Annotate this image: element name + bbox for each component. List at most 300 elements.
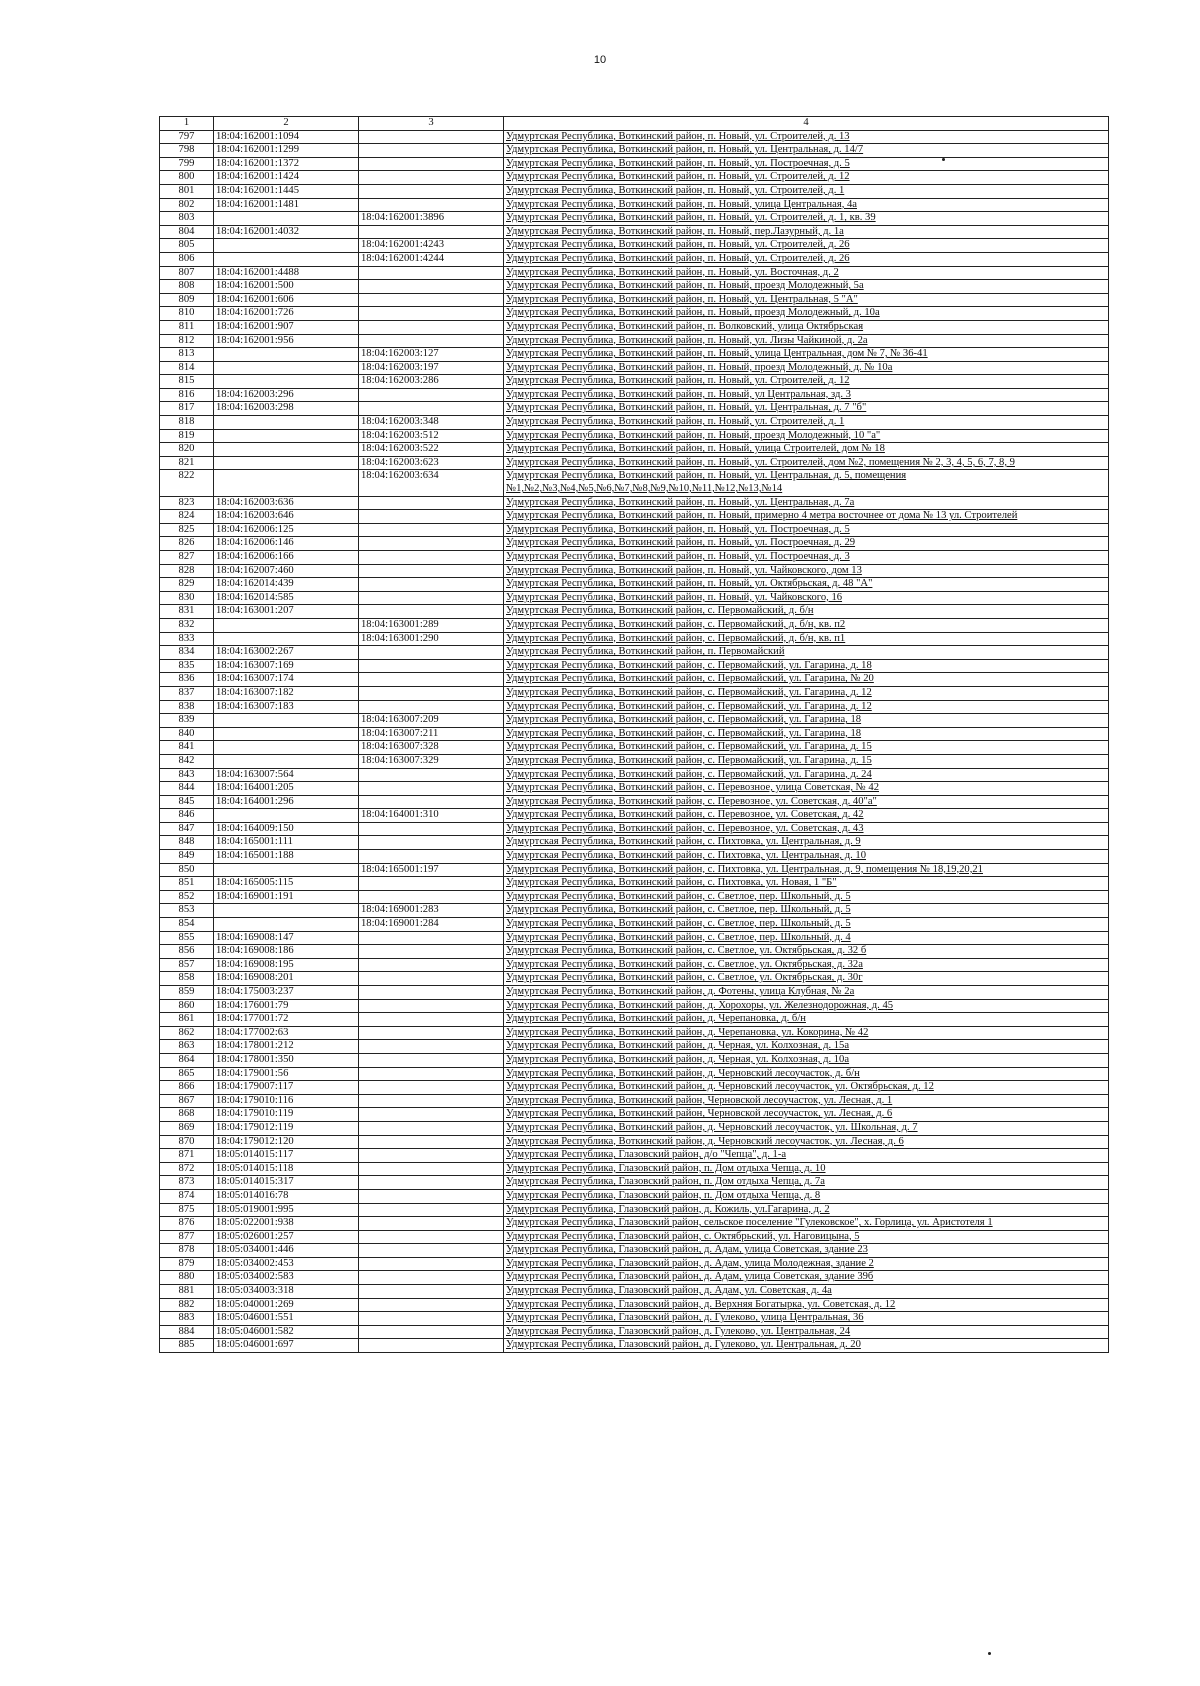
row-number: 850 [160,863,214,877]
cadastral-number-col3 [359,1298,504,1312]
address: Удмуртская Республика, Воткинский район, п. Новый, проезд Молодежный, 10 "а" [504,429,1109,443]
cadastral-number-col3 [359,1271,504,1285]
cadastral-number-col3: 18:04:162001:3896 [359,212,504,226]
row-number: 878 [160,1244,214,1258]
cadastral-number-col2 [214,904,359,918]
cadastral-number-col3: 18:04:162001:4244 [359,252,504,266]
row-number: 825 [160,523,214,537]
row-number: 865 [160,1067,214,1081]
address: Удмуртская Республика, Воткинский район, п. Новый, ул. Центральная, д. 5, помещения №1,№2,№3,№4,№5,№6,№7,№8,№9,№10,№11,№12,№13,№14 [504,470,1109,496]
cadastral-number-col2 [214,741,359,755]
cadastral-number-col3 [359,334,504,348]
address: Удмуртская Республика, Воткинский район, п. Новый, ул. Построечная, д. 5 [504,523,1109,537]
cadastral-number-col2: 18:04:162001:1445 [214,184,359,198]
row-number: 805 [160,239,214,253]
table-row [160,1162,1109,1176]
address: Удмуртская Республика, Воткинский район, д. Хорохоры, ул. Железнодорожная, д. 45 [504,999,1109,1013]
row-number: 799 [160,157,214,171]
table-row [160,293,1109,307]
row-number: 842 [160,754,214,768]
row-number: 804 [160,225,214,239]
cadastral-number-col3 [359,184,504,198]
row-number: 808 [160,280,214,294]
address: Удмуртская Республика, Воткинский район, с. Светлое, ул. Октябрьская, д. 32 б [504,945,1109,959]
cadastral-number-col2 [214,714,359,728]
table-row [160,1203,1109,1217]
row-number: 872 [160,1162,214,1176]
address: Удмуртская Республика, Воткинский район, п. Новый, ул. Строителей, д. 1, кв. 39 [504,212,1109,226]
cadastral-number-col2: 18:04:179007:117 [214,1081,359,1095]
table-row [160,578,1109,592]
cadastral-number-col2: 18:04:163007:183 [214,700,359,714]
row-number: 841 [160,741,214,755]
table-row [160,1013,1109,1027]
row-number: 829 [160,578,214,592]
address: Удмуртская Республика, Воткинский район, с. Перевозное, ул. Советская, д. 43 [504,822,1109,836]
cadastral-number-col2: 18:04:162006:125 [214,523,359,537]
row-number: 851 [160,877,214,891]
row-number: 831 [160,605,214,619]
table-row [160,130,1109,144]
row-number: 848 [160,836,214,850]
address: Удмуртская Республика, Воткинский район, д. Черновский лесоучасток, ул. Школьная, д. 7 [504,1121,1109,1135]
header-col-1: 1 [160,117,214,131]
address: Удмуртская Республика, Воткинский район, п. Новый, ул. Строителей, д. 1 [504,184,1109,198]
cadastral-number-col3 [359,1149,504,1163]
address: Удмуртская Республика, Воткинский район, с. Первомайский, ул. Гагарина, № 20 [504,673,1109,687]
cadastral-number-col2: 18:04:162014:439 [214,578,359,592]
cadastral-number-col3 [359,130,504,144]
cadastral-number-col3 [359,890,504,904]
row-number: 806 [160,252,214,266]
row-number: 843 [160,768,214,782]
table-row [160,510,1109,524]
cadastral-number-col3 [359,144,504,158]
table-row [160,972,1109,986]
row-number: 797 [160,130,214,144]
table-row [160,1067,1109,1081]
address: Удмуртская Республика, Глазовский район, д. Адам, улица Советская, здание 23 [504,1244,1109,1258]
scan-speck [942,158,945,161]
cadastral-number-col2 [214,239,359,253]
cadastral-number-col3 [359,1325,504,1339]
row-number: 802 [160,198,214,212]
address: Удмуртская Республика, Воткинский район, п. Новый, ул. Лизы Чайкиной, д. 2а [504,334,1109,348]
cadastral-number-col3 [359,388,504,402]
cadastral-number-col3 [359,293,504,307]
cadastral-number-col3: 18:04:169001:283 [359,904,504,918]
row-number: 847 [160,822,214,836]
row-number: 823 [160,496,214,510]
address: Удмуртская Республика, Воткинский район, с. Первомайский, д. б/н [504,605,1109,619]
address: Удмуртская Республика, Воткинский район, с. Первомайский, ул. Гагарина, д. 12 [504,686,1109,700]
row-number: 852 [160,890,214,904]
cadastral-number-col2 [214,632,359,646]
row-number: 803 [160,212,214,226]
cadastral-number-col3: 18:04:162003:348 [359,416,504,430]
address: Удмуртская Республика, Воткинский район, п. Волковский, улица Октябрьская [504,320,1109,334]
address: Удмуртская Республика, Воткинский район, с. Перевозное, ул. Советская, д. 40"а" [504,795,1109,809]
row-number: 877 [160,1230,214,1244]
address: Удмуртская Республика, Воткинский район, с. Светлое, пер. Школьный, д. 5 [504,890,1109,904]
cadastral-number-col3 [359,551,504,565]
address: Удмуртская Республика, Воткинский район, с. Перевозное, улица Советская, № 42 [504,782,1109,796]
cadastral-number-col3 [359,822,504,836]
cadastral-number-col2 [214,470,359,496]
cadastral-number-col3: 18:04:162003:286 [359,375,504,389]
cadastral-number-col2 [214,375,359,389]
cadastral-number-col2: 18:05:034002:583 [214,1271,359,1285]
cadastral-number-col2 [214,918,359,932]
address: Удмуртская Республика, Воткинский район, с. Первомайский, ул. Гагарина, 18 [504,714,1109,728]
cadastral-number-col2 [214,863,359,877]
row-number: 816 [160,388,214,402]
row-number: 868 [160,1108,214,1122]
address: Удмуртская Республика, Глазовский район, п. Дом отдыха Чепца, д. 10 [504,1162,1109,1176]
cadastral-number-col2: 18:04:165001:188 [214,850,359,864]
cadastral-number-col3 [359,198,504,212]
cadastral-number-col2: 18:04:169008:186 [214,945,359,959]
table-row [160,741,1109,755]
address: Удмуртская Республика, Воткинский район, п. Новый, ул. Октябрьская, д. 48 "А" [504,578,1109,592]
address: Удмуртская Республика, Воткинский район, п. Новый, ул. Чайковского, дом 13 [504,564,1109,578]
row-number: 862 [160,1026,214,1040]
address: Удмуртская Республика, Воткинский район, п. Новый, ул. Восточная, д. 2 [504,266,1109,280]
row-number: 814 [160,361,214,375]
address: Удмуртская Республика, Воткинский район, с. Первомайский, ул. Гагарина, 18 [504,727,1109,741]
table-row [160,388,1109,402]
row-number: 822 [160,470,214,496]
address: Удмуртская Республика, Воткинский район, д. Черновский лесоучасток, ул. Лесная, д. 6 [504,1135,1109,1149]
row-number: 867 [160,1094,214,1108]
table-row [160,809,1109,823]
cadastral-number-col3 [359,1257,504,1271]
row-number: 884 [160,1325,214,1339]
address: Удмуртская Республика, Воткинский район, д. Черепановка, ул. Кокорина, № 42 [504,1026,1109,1040]
cadastral-number-col2: 18:04:163007:169 [214,659,359,673]
row-number: 821 [160,456,214,470]
table-row [160,618,1109,632]
cadastral-number-col2 [214,348,359,362]
cadastral-number-col2: 18:04:177001:72 [214,1013,359,1027]
table-row [160,320,1109,334]
table-row [160,931,1109,945]
table-row [160,239,1109,253]
cadastral-number-col2: 18:04:177002:63 [214,1026,359,1040]
table-row [160,470,1109,496]
table-row [160,727,1109,741]
cadastral-number-col2: 18:04:163002:267 [214,646,359,660]
row-number: 807 [160,266,214,280]
table-row [160,443,1109,457]
cadastral-number-col2: 18:04:169001:191 [214,890,359,904]
table-row [160,1108,1109,1122]
row-number: 833 [160,632,214,646]
table-row [160,904,1109,918]
cadastral-number-col2 [214,809,359,823]
table-row [160,836,1109,850]
row-number: 801 [160,184,214,198]
row-number: 857 [160,958,214,972]
header-col-4: 4 [504,117,1109,131]
table-row [160,1312,1109,1326]
row-number: 845 [160,795,214,809]
table-row [160,659,1109,673]
cadastral-number-col3 [359,1053,504,1067]
address: Удмуртская Республика, Глазовский район, д. Адам, улица Молодежная, здание 2 [504,1257,1109,1271]
table-row [160,1053,1109,1067]
table-row [160,144,1109,158]
cadastral-number-col3 [359,591,504,605]
row-number: 871 [160,1149,214,1163]
cadastral-number-col2: 18:05:040001:269 [214,1298,359,1312]
row-number: 855 [160,931,214,945]
table-row [160,1040,1109,1054]
cadastral-number-col2: 18:04:179010:116 [214,1094,359,1108]
cadastral-number-col3: 18:04:169001:284 [359,918,504,932]
address: Удмуртская Республика, Глазовский район, сельское поселение "Гулековское", х. Горлица, ул. Аристотеля 1 [504,1217,1109,1231]
table-row [160,184,1109,198]
cadastral-number-col3 [359,225,504,239]
table-row [160,1230,1109,1244]
cadastral-number-col3 [359,1339,504,1353]
address: Удмуртская Республика, Глазовский район, д/о "Чепца", д. 1-а [504,1149,1109,1163]
cadastral-number-col2: 18:04:162003:298 [214,402,359,416]
cadastral-number-col2: 18:04:162001:1424 [214,171,359,185]
cadastral-number-col3 [359,850,504,864]
address: Удмуртская Республика, Воткинский район, п. Новый, ул. Построечная, д. 29 [504,537,1109,551]
cadastral-number-col3 [359,1013,504,1027]
table-row [160,1094,1109,1108]
cadastral-number-col2: 18:04:179001:56 [214,1067,359,1081]
cadastral-number-col2: 18:04:162007:460 [214,564,359,578]
address: Удмуртская Республика, Воткинский район, п. Новый, улица Центральная, 4а [504,198,1109,212]
cadastral-number-col2: 18:04:162001:606 [214,293,359,307]
address: Удмуртская Республика, Воткинский район, с. Первомайский, ул. Гагарина, д. 24 [504,768,1109,782]
cadastral-number-col2: 18:05:014015:317 [214,1176,359,1190]
cadastral-number-col3 [359,782,504,796]
cadastral-number-col3 [359,1176,504,1190]
cadastral-number-col2: 18:04:176001:79 [214,999,359,1013]
table-row [160,768,1109,782]
cadastral-number-col2 [214,429,359,443]
table-row [160,1271,1109,1285]
cadastral-number-col3 [359,836,504,850]
table-row [160,918,1109,932]
table-row [160,782,1109,796]
row-number: 834 [160,646,214,660]
row-number: 861 [160,1013,214,1027]
cadastral-number-col2 [214,361,359,375]
cadastral-number-col2: 18:04:162001:956 [214,334,359,348]
row-number: 873 [160,1176,214,1190]
table-row [160,986,1109,1000]
table-row [160,863,1109,877]
cadastral-number-col3 [359,931,504,945]
cadastral-number-col3 [359,171,504,185]
row-number: 885 [160,1339,214,1353]
address: Удмуртская Республика, Воткинский район, с. Светлое, ул. Октябрьская, д. 32а [504,958,1109,972]
table-row [160,1135,1109,1149]
cadastral-number-col2: 18:04:164009:150 [214,822,359,836]
cadastral-number-col3 [359,266,504,280]
cadastral-number-col3 [359,578,504,592]
row-number: 882 [160,1298,214,1312]
cadastral-number-col3 [359,986,504,1000]
address: Удмуртская Республика, Воткинский район, д. Черная, ул. Колхозная, д. 10а [504,1053,1109,1067]
cadastral-number-col2: 18:04:163007:174 [214,673,359,687]
cadastral-number-col3 [359,795,504,809]
cadastral-number-col3 [359,673,504,687]
cadastral-number-col2: 18:05:014016:78 [214,1189,359,1203]
table-row [160,632,1109,646]
row-number: 856 [160,945,214,959]
row-number: 879 [160,1257,214,1271]
cadastral-number-col2: 18:04:163007:182 [214,686,359,700]
cadastral-number-col3: 18:04:162003:197 [359,361,504,375]
cadastral-number-col2: 18:05:014015:118 [214,1162,359,1176]
cadastral-number-col3 [359,280,504,294]
row-number: 837 [160,686,214,700]
address: Удмуртская Республика, Глазовский район, д. Гулеково, улица Центральная, 36 [504,1312,1109,1326]
cadastral-number-col2: 18:04:179012:119 [214,1121,359,1135]
address: Удмуртская Республика, Воткинский район, с. Пихтовка, ул. Новая, 1 "Б" [504,877,1109,891]
row-number: 815 [160,375,214,389]
address: Удмуртская Республика, Воткинский район, д. Черепановка, д. б/н [504,1013,1109,1027]
cadastral-number-col3: 18:04:163001:290 [359,632,504,646]
cadastral-number-col3 [359,1203,504,1217]
cadastral-number-col2 [214,212,359,226]
table-row [160,1217,1109,1231]
table-row [160,1257,1109,1271]
cadastral-number-col3 [359,877,504,891]
address: Удмуртская Республика, Глазовский район, с. Октябрьский, ул. Наговицына, 5 [504,1230,1109,1244]
address: Удмуртская Республика, Воткинский район, п. Новый, проезд Молодежный, 5а [504,280,1109,294]
table-row [160,700,1109,714]
table-row [160,673,1109,687]
address: Удмуртская Республика, Воткинский район, п. Новый, ул. Построечная, д. 5 [504,157,1109,171]
row-number: 824 [160,510,214,524]
row-number: 866 [160,1081,214,1095]
cadastral-number-col2 [214,252,359,266]
header-col-2: 2 [214,117,359,131]
table-row [160,1081,1109,1095]
cadastral-number-col2: 18:04:169008:195 [214,958,359,972]
address: Удмуртская Республика, Воткинский район, д. Фотены, улица Клубная, № 2а [504,986,1109,1000]
row-number: 839 [160,714,214,728]
address: Удмуртская Республика, Воткинский район, п. Новый, ул. Строителей, д. 12 [504,375,1109,389]
table-row [160,402,1109,416]
cadastral-number-col3 [359,605,504,619]
cadastral-number-col3: 18:04:162003:512 [359,429,504,443]
row-number: 859 [160,986,214,1000]
row-number: 798 [160,144,214,158]
row-number: 874 [160,1189,214,1203]
table-row [160,945,1109,959]
table-row [160,958,1109,972]
cadastral-number-col3 [359,523,504,537]
address: Удмуртская Республика, Воткинский район, с. Светлое, пер. Школьный, д. 5 [504,918,1109,932]
table-row [160,157,1109,171]
cadastral-number-col3: 18:04:165001:197 [359,863,504,877]
table-row [160,1298,1109,1312]
row-number: 818 [160,416,214,430]
row-number: 813 [160,348,214,362]
cadastral-number-col2: 18:04:165001:111 [214,836,359,850]
table-row [160,1176,1109,1190]
cadastral-number-col2: 18:04:169008:147 [214,931,359,945]
address: Удмуртская Республика, Воткинский район, с. Первомайский, ул. Гагарина, д. 12 [504,700,1109,714]
cadastral-number-col3 [359,307,504,321]
address: Удмуртская Республика, Воткинский район, п. Новый, проезд Молодежный, д. 10а [504,307,1109,321]
row-number: 864 [160,1053,214,1067]
address: Удмуртская Республика, Воткинский район, п. Новый, ул. Построечная, д. 3 [504,551,1109,565]
cadastral-number-col3 [359,1162,504,1176]
address: Удмуртская Республика, Воткинский район, с. Первомайский, д. б/н, кв. п2 [504,618,1109,632]
cadastral-number-col2: 18:04:169008:201 [214,972,359,986]
row-number: 883 [160,1312,214,1326]
table-row [160,171,1109,185]
table-row [160,646,1109,660]
cadastral-number-col2: 18:04:179010:119 [214,1108,359,1122]
table-row [160,537,1109,551]
cadastral-number-col2: 18:05:046001:551 [214,1312,359,1326]
table-row [160,375,1109,389]
cadastral-number-col3: 18:04:163007:328 [359,741,504,755]
cadastral-number-col2 [214,727,359,741]
address: Удмуртская Республика, Глазовский район, д. Гулеково, ул. Центральная, д. 20 [504,1339,1109,1353]
row-number: 809 [160,293,214,307]
cadastral-number-col3 [359,646,504,660]
cadastral-number-col2: 18:05:034003:318 [214,1285,359,1299]
cadastral-number-col3 [359,1230,504,1244]
cadastral-number-col2: 18:05:046001:697 [214,1339,359,1353]
cadastral-number-col3 [359,958,504,972]
cadastral-number-col3: 18:04:163007:329 [359,754,504,768]
cadastral-number-col3 [359,999,504,1013]
row-number: 827 [160,551,214,565]
table-row [160,496,1109,510]
table-row [160,1189,1109,1203]
cadastral-number-col3 [359,1135,504,1149]
address: Удмуртская Республика, Воткинский район, п. Новый, улица Центральная, дом № 7, № 36-41 [504,348,1109,362]
cadastral-number-col2: 18:04:162001:4488 [214,266,359,280]
address: Удмуртская Республика, Глазовский район, п. Дом отдыха Чепца, д. 7а [504,1176,1109,1190]
address: Удмуртская Республика, Воткинский район, с. Первомайский, ул. Гагарина, д. 18 [504,659,1109,673]
row-number: 854 [160,918,214,932]
cadastral-number-col3 [359,700,504,714]
cadastral-number-col3 [359,157,504,171]
cadastral-number-col3 [359,1312,504,1326]
cadastral-number-col2: 18:04:162001:4032 [214,225,359,239]
cadastral-number-col2 [214,443,359,457]
address: Удмуртская Республика, Воткинский район, п. Новый, ул. Чайковского, 16 [504,591,1109,605]
table-row [160,551,1109,565]
cadastral-number-col3 [359,1217,504,1231]
cadastral-number-col3 [359,510,504,524]
cadastral-number-col3 [359,1081,504,1095]
cadastral-number-col2: 18:04:162006:166 [214,551,359,565]
row-number: 844 [160,782,214,796]
cadastral-number-col2: 18:04:164001:205 [214,782,359,796]
row-number: 840 [160,727,214,741]
cadastral-number-col3 [359,1067,504,1081]
table-row [160,850,1109,864]
address: Удмуртская Республика, Воткинский район, с. Пихтовка, ул. Центральная, д. 9 [504,836,1109,850]
table-row [160,1325,1109,1339]
row-number: 819 [160,429,214,443]
row-number: 800 [160,171,214,185]
